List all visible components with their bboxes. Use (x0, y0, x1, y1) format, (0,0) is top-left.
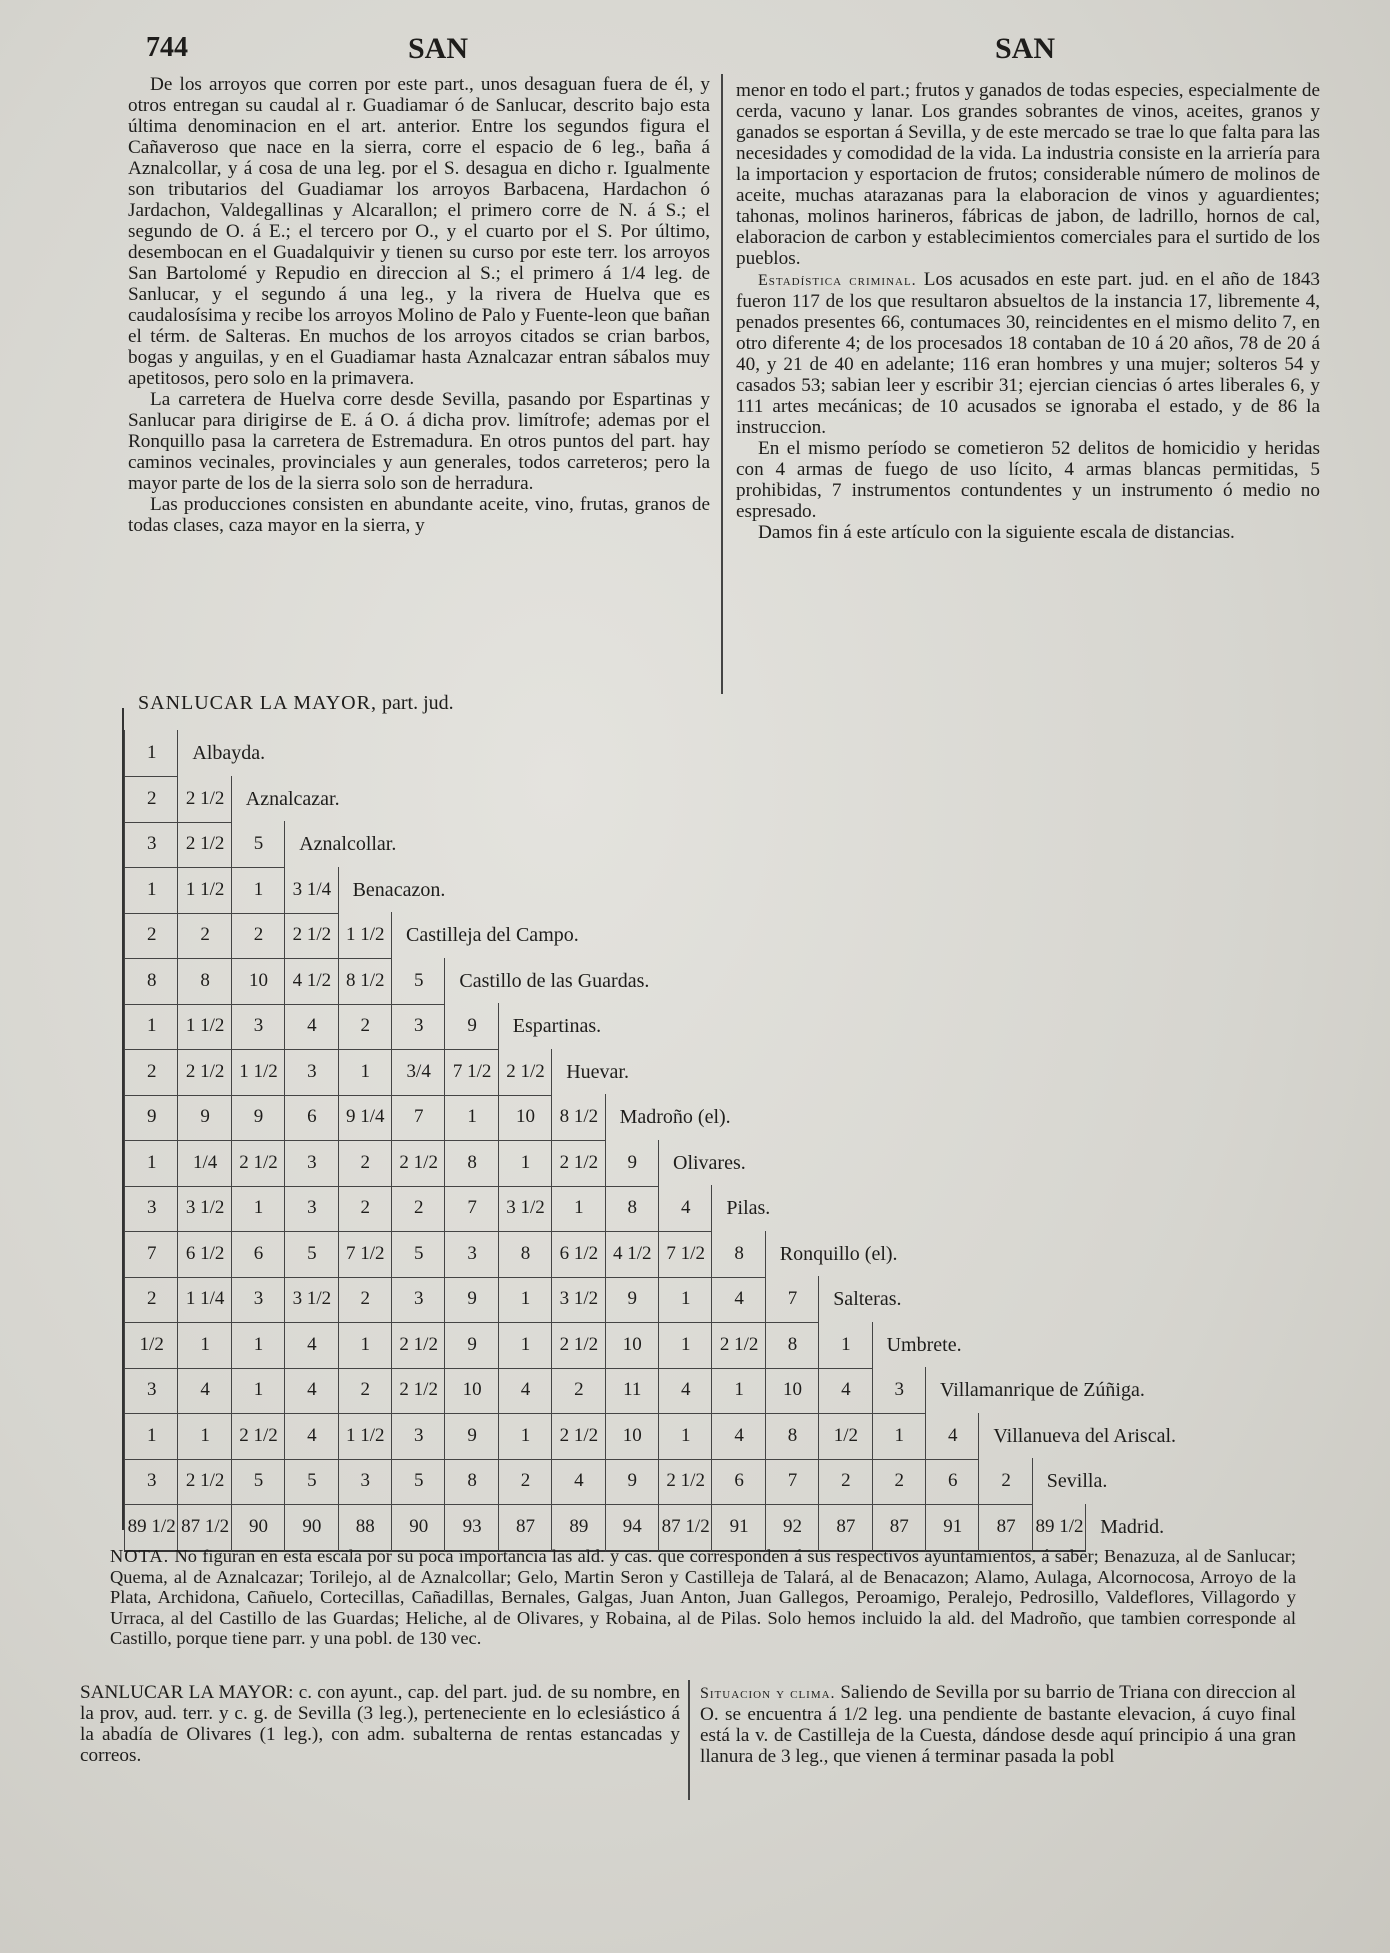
distance-cell: 2 1/2 (284, 912, 338, 959)
distance-cell: 1 (498, 1322, 552, 1369)
nota-text: No figuran en esta escala por su poca importancia las ald. y cas. que corresponden á sus respectivos ayuntamientos, á saber; Benazuza, al de Sanlucar; Quema, al de Aznalcazar; Torilejo, al de Aznalcollar; Gelo, Martin Seron y Castilleja de Talará, al de Benacazon; Alamo, Aulaga, Alcornocosa, Arroyo de la Plata, Archidona, Cañuelo, Cortecillas, Cañadillas, Bernales, Galgas, Juan Anton, Juan Gallegos, Peroamigo, Peralejo, Pedrosillo, Valdeflores, Villagordo y Urraca, al del Castillo de las Guardas; Heliche, al de Olivares, y Robaina, al de Pilas. Solo hemos incluido la ald. del Madroño, que tambien corresponde al Castillo, porque tiene parr. y una pobl. de 130 vec. (110, 1546, 1296, 1648)
distance-cell: 7 (765, 1276, 819, 1323)
distance-cell: 3 (338, 1458, 392, 1505)
distance-cell: 2 1/2 (177, 1049, 231, 1096)
distance-cell: 3 (231, 1276, 285, 1323)
distance-cell: 3 1/2 (284, 1276, 338, 1323)
right-paragraph-3: En el mismo período se cometieron 52 delitos de homicidio y heridas con 4 armas de fuego de uso lícito, 4 armas blancas permitidas, 5 prohibidas, 7 instrumentos contundentes y un instrumento ó medio no espresado. (736, 438, 1320, 522)
distance-cell: 1 (338, 1049, 392, 1096)
distance-cell: 5 (284, 1231, 338, 1278)
running-head-right: SAN (995, 32, 1056, 65)
distance-place-name: Albayda. (177, 730, 265, 776)
distance-place-name: Castillo de las Guardas. (444, 958, 649, 1004)
distance-cell: 2 1/2 (658, 1458, 712, 1505)
distance-cell: 2 1/2 (231, 1413, 285, 1460)
distance-cell: 1 (231, 1185, 285, 1232)
distance-cell: 3/4 (391, 1049, 445, 1096)
distance-cell: 4 1/2 (605, 1231, 659, 1278)
distance-cell: 7 (444, 1185, 498, 1232)
distance-place-name: Madrid. (1085, 1504, 1164, 1550)
distance-cell: 8 (444, 1140, 498, 1187)
distance-cell: 8 (498, 1231, 552, 1278)
distance-place-name: Salteras. (818, 1276, 901, 1322)
distance-cell: 87 (498, 1504, 552, 1552)
distance-cell: 4 (818, 1367, 872, 1414)
distance-cell: 3 1/2 (551, 1276, 605, 1323)
distance-cell: 2 (338, 1140, 392, 1187)
distance-cell: 1 (177, 1413, 231, 1460)
right-paragraph-1: menor en todo el part.; frutos y ganados de todas especies, especialmente de cerda, vacuno y lanar. Los grandes sobrantes de vinos, aceites, granos y ganados se esportan á Sevilla, y de este mercado se trae lo que falta para las necesidades y comodidad de la vida. La industria consiste en la arriería para la importacion y esportacion de frutos; considerable número de molinos de aceite, muchas atarazanas para la elaboracion de vinos y aguardientes; tahonas, molinos harineros, fábricas de jabon, de ladrillo, hornos de cal, elaboracion de carbon y establecimientos comerciales para el surtido de los pueblos. (736, 80, 1320, 269)
distance-cell: 4 (284, 1003, 338, 1050)
distance-place-name: Villanueva del Ariscal. (978, 1413, 1176, 1459)
bottom-column-divider (688, 1680, 690, 1800)
distance-cell: 2 (978, 1458, 1032, 1505)
distance-cell: 2 1/2 (391, 1140, 445, 1187)
distance-cell: 9 (124, 1094, 178, 1141)
section-label-criminal: Estadística criminal. (758, 272, 917, 289)
distance-place-name: Benacazon. (338, 867, 446, 913)
distance-cell: 8 (765, 1322, 819, 1369)
distance-cell: 2 (338, 1367, 392, 1414)
distance-place-name: Espartinas. (498, 1003, 601, 1049)
distance-cell: 10 (765, 1367, 819, 1414)
distance-cell: 89 1/2 (124, 1504, 178, 1552)
distance-cell: 9 (605, 1140, 659, 1187)
distance-cell: 1/2 (818, 1413, 872, 1460)
distance-cell: 2 1/2 (391, 1367, 445, 1414)
distance-cell: 1 1/2 (177, 867, 231, 914)
entry-text: c. con ayunt., cap. del part. jud. de su nombre, en la prov, aud. terr. y c. g. de Sevilla (3 leg.), perteneciente en lo eclesiástico á la abadía de Olivares (1 leg.), con adm. subalterna de rentas estancadas y correos. (80, 1682, 680, 1766)
distance-cell: 9 (605, 1458, 659, 1505)
distance-place-name: Ronquillo (el). (765, 1231, 898, 1277)
left-paragraph-1: De los arroyos que corren por este part., unos desaguan fuera de él, y otros entregan su caudal al r. Guadiamar ó de Sanlucar, descrito bajo esta última denominacion en el art. anterior. Entre los segundos figura el Cañaveroso que nace en la sierra, corre el espacio de 6 leg., baña á Aznalcollar, y á cosa de una leg. por el S. desagua en dicho r. Igualmente son tributarios del Guadiamar los arroyos Barbacena, Hardachon ó Jardachon, Valdegallinas y Alcarallon; el primero corre de N. á S.; el segundo de O. á E.; el tercero por O., y el cuarto por el S. Por último, desembocan en el Guadalquivir y tienen su curso por este terr. los arroyos San Bartolomé y Repudio en direccion al S.; el primero á 1/4 leg. de Sanlucar, y el segundo á una leg., y la rivera de Huelva que es caudalosísima y recibe los arroyos Molino de Palo y Fuente-leon que bañan el térm. de Salteras. En muchos de los arroyos citados se crian barbos, bogas y anguilas, y en el Guadiamar hasta Aznalcazar entran sábalos muy apetitosos, pero solo en la primavera. (128, 74, 710, 389)
distance-cell: 8 (605, 1185, 659, 1232)
distance-cell: 1 (124, 867, 178, 914)
distance-cell: 2 1/2 (391, 1322, 445, 1369)
distance-cell: 4 (711, 1413, 765, 1460)
distance-cell: 3 (231, 1003, 285, 1050)
distance-cell: 4 (711, 1276, 765, 1323)
distance-cell: 9 1/4 (338, 1094, 392, 1141)
distance-cell: 3 (391, 1276, 445, 1323)
distance-cell: 90 (284, 1504, 338, 1552)
right-paragraph-2 (736, 269, 1320, 438)
distance-cell: 2 1/2 (177, 1458, 231, 1505)
distance-cell: 9 (444, 1322, 498, 1369)
distance-cell: 9 (177, 1094, 231, 1141)
distance-cell: 2 1/2 (551, 1413, 605, 1460)
running-head-left: SAN (408, 32, 469, 65)
distance-cell: 10 (498, 1094, 552, 1141)
table-title-caps: SANLUCAR LA MAYOR, (138, 692, 377, 714)
distance-cell: 3 (124, 821, 178, 868)
distance-place-name: Aznalcazar. (231, 776, 340, 822)
distance-cell: 3 (124, 1367, 178, 1414)
distance-cell: 1 (231, 1367, 285, 1414)
distance-cell: 4 (284, 1322, 338, 1369)
distance-cell: 2 (124, 1049, 178, 1096)
distance-cell: 5 (231, 821, 285, 868)
distance-cell: 3 (872, 1367, 926, 1414)
distance-cell: 1 (818, 1322, 872, 1369)
distance-cell: 3 (124, 1458, 178, 1505)
distance-cell: 1 (711, 1367, 765, 1414)
distance-cell: 1/4 (177, 1140, 231, 1187)
distance-cell: 6 1/2 (551, 1231, 605, 1278)
situacion-clima (700, 1682, 1296, 1767)
distance-place-name: Pilas. (711, 1185, 770, 1231)
distance-cell: 6 1/2 (177, 1231, 231, 1278)
distance-cell: 88 (338, 1504, 392, 1552)
distance-cell: 1 (658, 1322, 712, 1369)
distance-cell: 5 (391, 958, 445, 1005)
distance-cell: 3 (284, 1049, 338, 1096)
distance-cell: 90 (231, 1504, 285, 1552)
distance-cell: 7 1/2 (444, 1049, 498, 1096)
distance-cell: 1 (124, 730, 178, 777)
distance-cell: 7 (124, 1231, 178, 1278)
distance-cell: 10 (231, 958, 285, 1005)
distance-place-name: Sevilla. (1032, 1458, 1108, 1504)
distance-cell: 5 (231, 1458, 285, 1505)
distance-cell: 2 (338, 1185, 392, 1232)
distance-cell: 4 (498, 1367, 552, 1414)
distance-cell: 1 1/2 (177, 1003, 231, 1050)
distance-cell: 6 (711, 1458, 765, 1505)
distance-cell: 9 (444, 1276, 498, 1323)
distance-cell: 2 1/2 (498, 1049, 552, 1096)
distance-cell: 93 (444, 1504, 498, 1552)
distance-cell: 1/2 (124, 1322, 178, 1369)
distance-cell: 1 (498, 1140, 552, 1187)
distance-cell: 3 1/4 (284, 867, 338, 914)
distance-cell: 1 (231, 1322, 285, 1369)
distance-cell: 87 1/2 (658, 1504, 712, 1552)
distance-place-name: Aznalcollar. (284, 821, 396, 867)
distance-cell: 2 (498, 1458, 552, 1505)
distance-cell: 89 1/2 (1032, 1504, 1086, 1552)
distance-table-title (138, 692, 454, 715)
distance-cell: 4 (284, 1413, 338, 1460)
distance-cell: 8 1/2 (338, 958, 392, 1005)
distance-cell: 9 (444, 1413, 498, 1460)
distance-cell: 4 (284, 1367, 338, 1414)
distance-cell: 2 (338, 1003, 392, 1050)
distance-cell: 89 (551, 1504, 605, 1552)
distance-cell: 2 (124, 1276, 178, 1323)
column-divider (721, 74, 723, 694)
distance-cell: 87 (872, 1504, 926, 1552)
distance-cell: 3 (444, 1231, 498, 1278)
distance-cell: 1 (872, 1413, 926, 1460)
distance-cell: 4 1/2 (284, 958, 338, 1005)
distance-cell: 2 (124, 776, 178, 823)
criminal-stats-text: Los acusados en este part. jud. en el año de 1843 fueron 117 de los que resultaron absueltos de la instancia 17, libremente 4, penados presentes 66, contumaces 30, reincidentes en el mismo delito 7, en otro diferente 4; de los procesados 18 contaban de 10 á 20 años, 78 de 20 á 40, y 21 de 40 en adelante; 116 eran hombres y una mujer; solteros 54 y casados 53; sabian leer y escribir 31; ejercian ciencias ó artes liberales 6, y 111 artes mecánicas; de 10 acusados se ignoraba el estado, y de 86 la instruccion. (736, 269, 1321, 438)
distance-cell: 6 (925, 1458, 979, 1505)
distance-cell: 9 (605, 1276, 659, 1323)
distance-cell: 87 (818, 1504, 872, 1552)
distance-cell: 3 (124, 1185, 178, 1232)
distance-cell: 2 (872, 1458, 926, 1505)
distance-cell: 7 1/2 (338, 1231, 392, 1278)
left-paragraph-2: La carretera de Huelva corre desde Sevilla, pasando por Espartinas y Sanlucar para dirigirse de E. á O. á dicha prov. limítrofe; ademas por el Ronquillo pasa la carretera de Estremadura. En otros puntos del part. hay caminos vecinales, provinciales y aun generales, todos carreteros; pero la mayor parte de los de la sierra solo son de herradura. (128, 389, 710, 494)
distance-cell: 87 (978, 1504, 1032, 1552)
distance-cell: 8 (711, 1231, 765, 1278)
distance-cell: 7 (391, 1094, 445, 1141)
distance-cell: 3 1/2 (177, 1185, 231, 1232)
distance-cell: 2 1/2 (711, 1322, 765, 1369)
distance-cell: 1 (124, 1413, 178, 1460)
left-column (128, 74, 710, 536)
distance-cell: 92 (765, 1504, 819, 1552)
distance-cell: 1 (124, 1003, 178, 1050)
distance-cell: 1 (338, 1322, 392, 1369)
distance-cell: 8 (177, 958, 231, 1005)
distance-cell: 1 (444, 1094, 498, 1141)
distance-cell: 8 (444, 1458, 498, 1505)
distance-cell: 6 (284, 1094, 338, 1141)
distance-cell: 3 (391, 1413, 445, 1460)
distance-place-name: Villamanrique de Zúñiga. (925, 1367, 1145, 1413)
left-paragraph-3: Las producciones consisten en abundante aceite, vino, frutas, granos de todas clases, caza mayor en la sierra, y (128, 494, 710, 536)
right-column (736, 80, 1320, 543)
distance-cell: 1 (498, 1413, 552, 1460)
nota-label: NOTA. (110, 1546, 170, 1566)
distance-cell: 1 1/2 (338, 912, 392, 959)
distance-cell: 2 1/2 (231, 1140, 285, 1187)
distance-cell: 1 (551, 1185, 605, 1232)
distance-cell: 3 (284, 1185, 338, 1232)
distance-cell: 1 (231, 867, 285, 914)
distance-cell: 8 (124, 958, 178, 1005)
distance-cell: 9 (231, 1094, 285, 1141)
distance-cell: 1 (658, 1276, 712, 1323)
distance-cell: 4 (658, 1367, 712, 1414)
distance-cell: 1 (658, 1413, 712, 1460)
situacion-text: Saliendo de Sevilla por su barrio de Triana con direccion al O. se encuentra á 1/2 leg. una pendiente de bastante elevacion, á cuyo final está la v. de Castilleja de la Cuesta, dándose desde aquí principio á una gran llanura de 3 leg., que vienen á terminar pasada la pobl (700, 1682, 1296, 1767)
distance-cell: 2 1/2 (551, 1322, 605, 1369)
distance-cell: 94 (605, 1504, 659, 1552)
distance-cell: 1 1/2 (338, 1413, 392, 1460)
distance-cell: 1 (177, 1322, 231, 1369)
distance-cell: 4 (551, 1458, 605, 1505)
distance-place-name: Huevar. (551, 1049, 629, 1095)
entry-heading: SANLUCAR LA MAYOR: (80, 1682, 294, 1703)
nota-paragraph (110, 1546, 1296, 1649)
distance-cell: 7 (765, 1458, 819, 1505)
distance-cell: 5 (284, 1458, 338, 1505)
distance-cell: 91 (925, 1504, 979, 1552)
distance-cell: 1 (124, 1140, 178, 1187)
distance-cell: 1 (498, 1276, 552, 1323)
distance-cell: 2 (124, 912, 178, 959)
distance-cell: 2 1/2 (551, 1140, 605, 1187)
distance-cell: 87 1/2 (177, 1504, 231, 1552)
distance-cell: 4 (177, 1367, 231, 1414)
distance-place-name: Olivares. (658, 1140, 746, 1186)
distance-cell: 10 (605, 1413, 659, 1460)
distance-cell: 10 (444, 1367, 498, 1414)
distance-cell: 5 (391, 1231, 445, 1278)
right-paragraph-4: Damos fin á este artículo con la siguiente escala de distancias. (758, 522, 1235, 543)
distance-cell: 5 (391, 1458, 445, 1505)
distance-cell: 2 (818, 1458, 872, 1505)
distance-cell: 3 1/2 (498, 1185, 552, 1232)
distance-cell: 4 (658, 1185, 712, 1232)
distance-cell: 90 (391, 1504, 445, 1552)
distance-cell: 1 1/2 (231, 1049, 285, 1096)
distance-cell: 2 1/2 (177, 821, 231, 868)
distance-cell: 2 (551, 1367, 605, 1414)
distance-cell: 8 (765, 1413, 819, 1460)
distance-cell: 6 (231, 1231, 285, 1278)
distance-cell: 2 (231, 912, 285, 959)
distance-cell: 8 1/2 (551, 1094, 605, 1141)
distance-cell: 2 (177, 912, 231, 959)
distance-cell: 3 (391, 1003, 445, 1050)
distance-cell: 4 (925, 1413, 979, 1460)
distance-cell: 2 1/2 (177, 776, 231, 823)
page-number: 744 (146, 32, 188, 63)
distance-cell: 1 1/4 (177, 1276, 231, 1323)
distance-cell: 2 (338, 1276, 392, 1323)
distance-cell: 3 (284, 1140, 338, 1187)
distance-cell: 2 (391, 1185, 445, 1232)
distance-place-name: Madroño (el). (605, 1094, 731, 1140)
distance-place-name: Umbrete. (872, 1322, 962, 1368)
distance-cell: 9 (444, 1003, 498, 1050)
distance-cell: 7 1/2 (658, 1231, 712, 1278)
distance-cell: 11 (605, 1367, 659, 1414)
distance-cell: 91 (711, 1504, 765, 1552)
entry-sanlucar (80, 1682, 680, 1766)
situacion-label: Situacion y clima. (700, 1685, 836, 1702)
distance-place-name: Castilleja del Campo. (391, 912, 579, 958)
distance-cell: 10 (605, 1322, 659, 1369)
table-title-rest: part. jud. (376, 692, 454, 714)
